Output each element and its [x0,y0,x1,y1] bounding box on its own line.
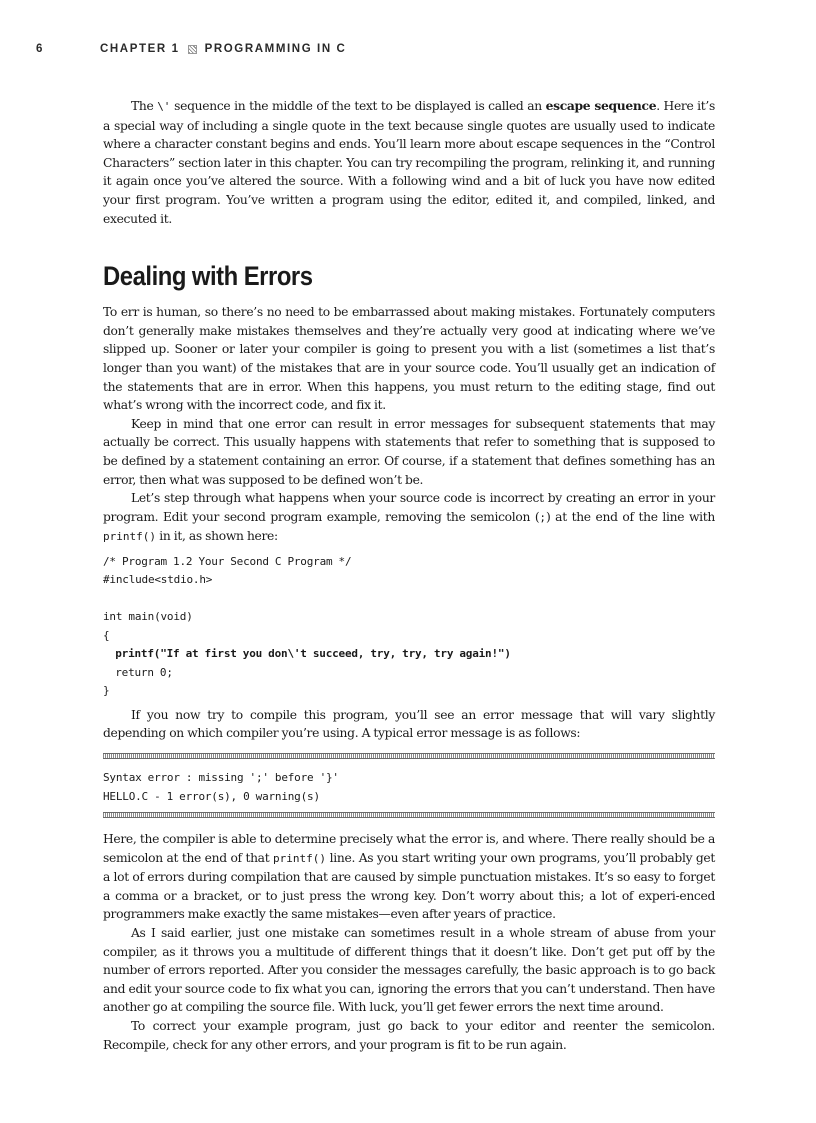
code-listing: /* Program 1.2 Your Second C Program */ #include<stdio.h> int main(void) { printf("If at first you don\'t succeed, try, try, try again!") return 0; } [103,554,511,698]
bold-term: escape sequence [545,98,657,113]
inline-code: ; [539,510,546,524]
section-label: PROGRAMMING IN C [204,43,347,55]
inline-code: printf() [103,530,156,544]
paragraph-compile: If you now try to compile this program, you’ll see an error message that will vary slightly depending on which compiler you’re using. A typical error message is as follows: [103,707,715,741]
inline-code: \' [157,100,171,113]
paragraph-intro: To err is human, so there’s no need to be embarrassed about making mistakes. Fortunately computers don’t generally make mistakes themselves and they’re actually very good at indicating where we’ve slipped up. Sooner or later your compiler is going to present you with a list (sometimes a list that’s longer than you want) of the mistakes that are in your source code. You’ll usually get an indication of the statements that are in error. When this happens, you must return to the editing stage, find out what’s wrong with the incorrect code, and fix it. [103,305,715,413]
paragraph-escape-sequence: The \' sequence in the middle of the text to be displayed is called an escape sequence. Here it’s a special way of including a single quote in the text because single quotes are usually used to indicate where a character constant begins and ends. You’ll learn more about escape sequences in the “Control Characters” section later in this chapter. You can try recompiling the program, relinking it, and running it again once you’ve altered the source. With a following wind and a bit of luck you have now edited your first program. You’ve written a program using the editor, edited it, and compiled, linked, and executed it. [103,98,715,226]
paragraph-step-through: Let’s step through what happens when your source code is incorrect by creating an error in your program. Edit your second program example, removing the semicolon (;) at the end of the line with printf() in it, as shown here: [103,491,715,544]
paragraph-explanation: Here, the compiler is able to determine precisely what the error is, and where. There really should be a semicolon at the end of that printf() line. As you start writing your own programs, you’ll probably get a lot of errors during compilation that are caused by simple punctuation mistakes. It’s so easy to forget a comma or a bracket, or to just press the wrong key. Don’t worry about this; a lot of experi-enced programmers make exactly the same mistakes—even after years of practice. [103,832,716,922]
page-body [103,97,715,1054]
compiler-output-block [103,753,715,818]
highlighted-code-line: printf("If at first you don\'t succeed, try, try, try again!") [103,647,511,661]
compiler-output: Syntax error : missing ';' before '}' HELLO.C - 1 error(s), 0 warning(s) [103,771,339,803]
page-number: 6 [36,43,44,55]
inline-code: printf() [273,851,326,865]
section-heading: Dealing with Errors [103,261,313,292]
square-hatched-icon [188,45,197,54]
running-header [36,41,346,57]
paragraph-stream-of-errors: As I said earlier, just one mistake can sometimes result in a whole stream of abuse from your compiler, as it throws you a multitude of different things that it doesn’t like. Don’t get put off by the number of errors reported. After you consider the messages carefully, the basic approach is to go back and edit your source code to fix what you can, ignoring the errors that you can’t understand. Then have another go at compiling the source file. With luck, you’ll get fewer errors the next time around. [103,926,715,1015]
paragraph-keep-in-mind: Keep in mind that one error can result in error messages for subsequent statements that may actually be correct. This usually happens with statements that refer to something that is supposed to be defined by a statement containing an error. Of course, if a statement that defines something has an error, then what was supposed to be defined won’t be. [103,416,715,487]
divider [103,812,715,818]
chapter-label: CHAPTER 1 [100,43,180,55]
paragraph-correct-program: To correct your example program, just go back to your editor and reenter the semicolon. Recompile, check for any other errors, and your program is fit to be run again. [103,1019,715,1052]
